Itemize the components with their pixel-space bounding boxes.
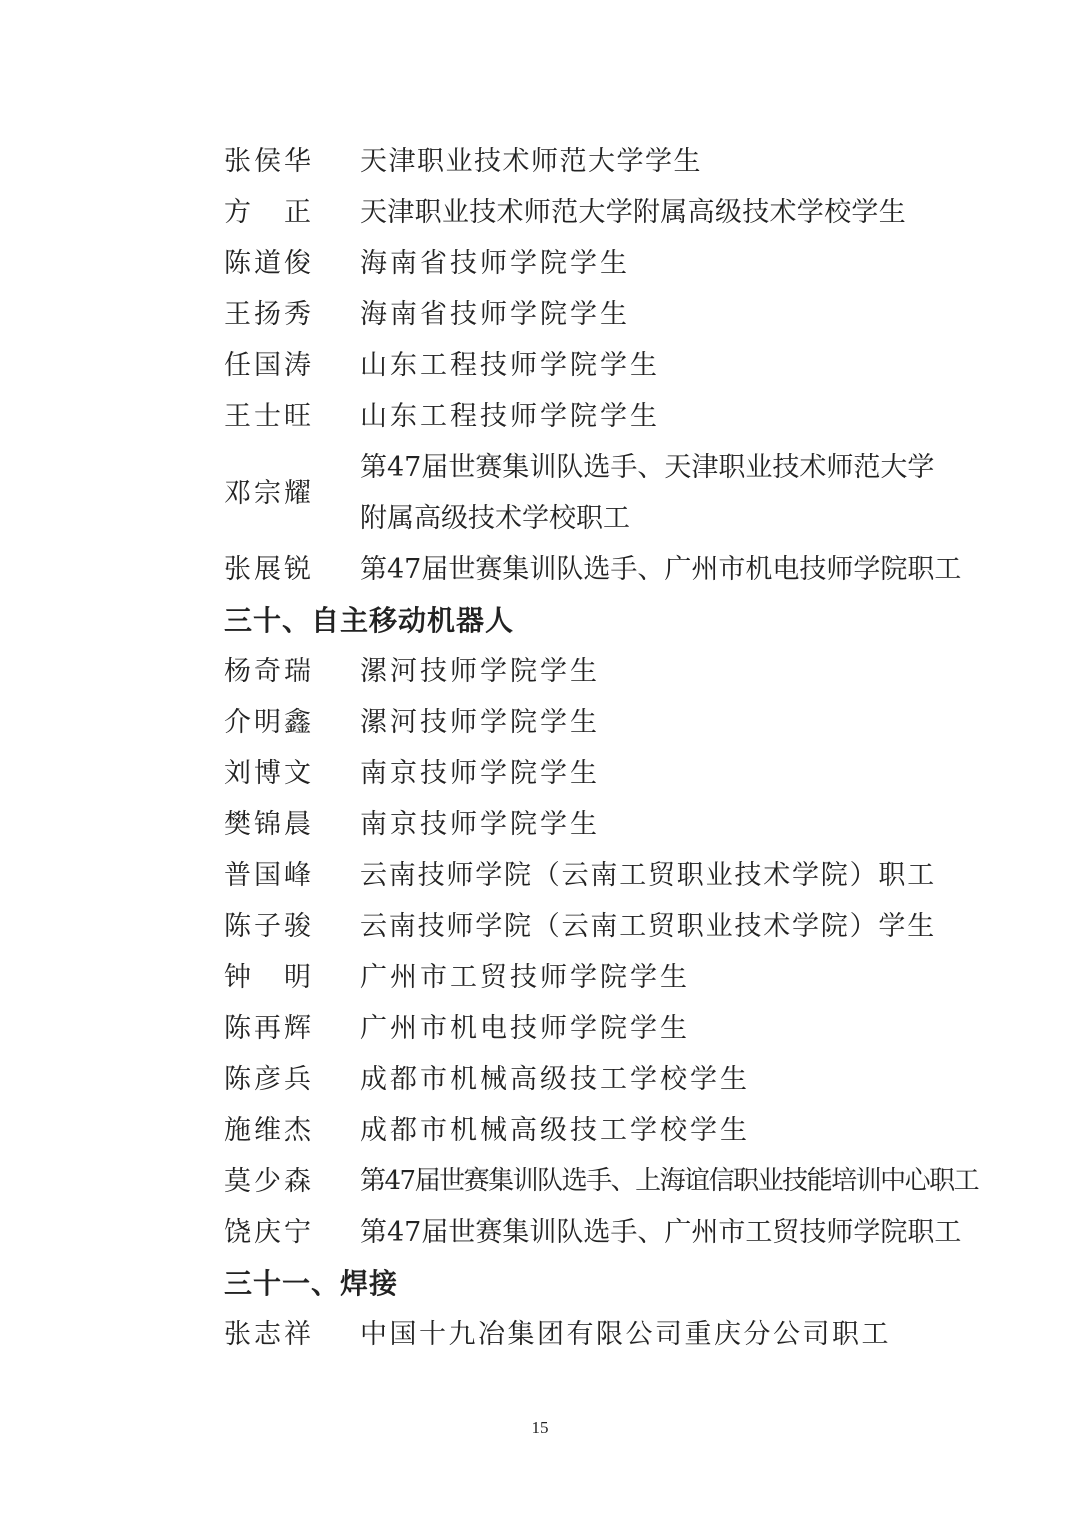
person-name: 莫少森 (224, 1166, 314, 1197)
person-name: 陈子骏 (224, 911, 314, 942)
list-item (224, 697, 984, 748)
list-item (224, 238, 984, 289)
person-name: 樊锦晨 (224, 809, 314, 840)
person-organization: 山东工程技师学院学生 (360, 401, 660, 432)
person-name: 邓宗耀 (224, 477, 314, 509)
list-item (224, 544, 984, 595)
person-organization: 云南技师学院（云南工贸职业技术学院）学生 (360, 911, 936, 942)
list-item (224, 901, 984, 952)
list-item (224, 748, 984, 799)
list-item (224, 1156, 984, 1207)
section-heading: 三十一、焊接 (224, 1267, 399, 1300)
person-name: 普国峰 (224, 860, 314, 891)
list-item (224, 799, 984, 850)
list-item (224, 1207, 984, 1258)
person-organization: 天津职业技术师范大学附属高级技术学校学生 (360, 197, 906, 228)
person-name: 介明鑫 (224, 707, 314, 738)
person-organization: 云南技师学院（云南工贸职业技术学院）职工 (360, 860, 936, 891)
person-organization: 成都市机械高级技工学校学生 (360, 1064, 750, 1095)
page-number: 15 (531, 1418, 549, 1437)
organization-line: 附属高级技术学校职工 (360, 503, 630, 534)
person-organization: 漯河技师学院学生 (360, 656, 600, 687)
list-item (224, 1309, 984, 1360)
list-item (224, 1054, 984, 1105)
person-name: 施维杰 (224, 1115, 314, 1146)
person-name: 钟 明 (224, 962, 314, 993)
person-organization: 山东工程技师学院学生 (360, 350, 660, 381)
person-name: 王扬秀 (224, 299, 314, 330)
person-name: 刘博文 (224, 758, 314, 789)
person-name: 张侯华 (224, 146, 314, 177)
list-item (224, 1003, 984, 1054)
person-organization: 南京技师学院学生 (360, 758, 600, 789)
person-organization: 海南省技师学院学生 (360, 299, 630, 330)
person-name: 张志祥 (224, 1319, 314, 1350)
person-organization: 南京技师学院学生 (360, 809, 600, 840)
person-organization: 广州市机电技师学院学生 (360, 1013, 690, 1044)
person-organization: 漯河技师学院学生 (360, 707, 600, 738)
list-item (224, 136, 984, 187)
person-organization: 成都市机械高级技工学校学生 (360, 1115, 750, 1146)
person-name: 陈彦兵 (224, 1064, 314, 1095)
list-item (224, 391, 984, 442)
person-name: 陈再辉 (224, 1013, 314, 1044)
person-organization: 第47届世赛集训队选手、上海谊信职业技能培训中心职工 (360, 1166, 979, 1196)
person-organization (360, 442, 934, 544)
list-item (224, 340, 984, 391)
person-organization: 海南省技师学院学生 (360, 248, 630, 279)
award-list (224, 136, 984, 1360)
organization-line: 第47届世赛集训队选手、天津职业技术师范大学 (360, 452, 935, 483)
person-organization: 广州市工贸技师学院学生 (360, 962, 690, 993)
person-name: 杨奇瑞 (224, 656, 314, 687)
section-heading: 三十、自主移动机器人 (224, 604, 515, 637)
person-name: 饶庆宁 (224, 1217, 314, 1248)
list-item (224, 289, 984, 340)
list-item (224, 187, 984, 238)
person-organization: 第47届世赛集训队选手、广州市工贸技师学院职工 (360, 1217, 962, 1248)
person-name: 方 正 (224, 197, 314, 228)
person-organization: 天津职业技术师范大学学生 (360, 146, 702, 177)
person-organization: 中国十九冶集团有限公司重庆分公司职工 (360, 1319, 891, 1350)
list-item (224, 850, 984, 901)
list-item (224, 1105, 984, 1156)
person-organization: 第47届世赛集训队选手、广州市机电技师学院职工 (360, 554, 962, 585)
list-item (224, 952, 984, 1003)
person-name: 任国涛 (224, 350, 314, 381)
person-name: 张展锐 (224, 554, 314, 585)
list-item (224, 646, 984, 697)
person-name: 王士旺 (224, 401, 314, 432)
person-name: 陈道俊 (224, 248, 314, 279)
list-item (224, 442, 984, 544)
